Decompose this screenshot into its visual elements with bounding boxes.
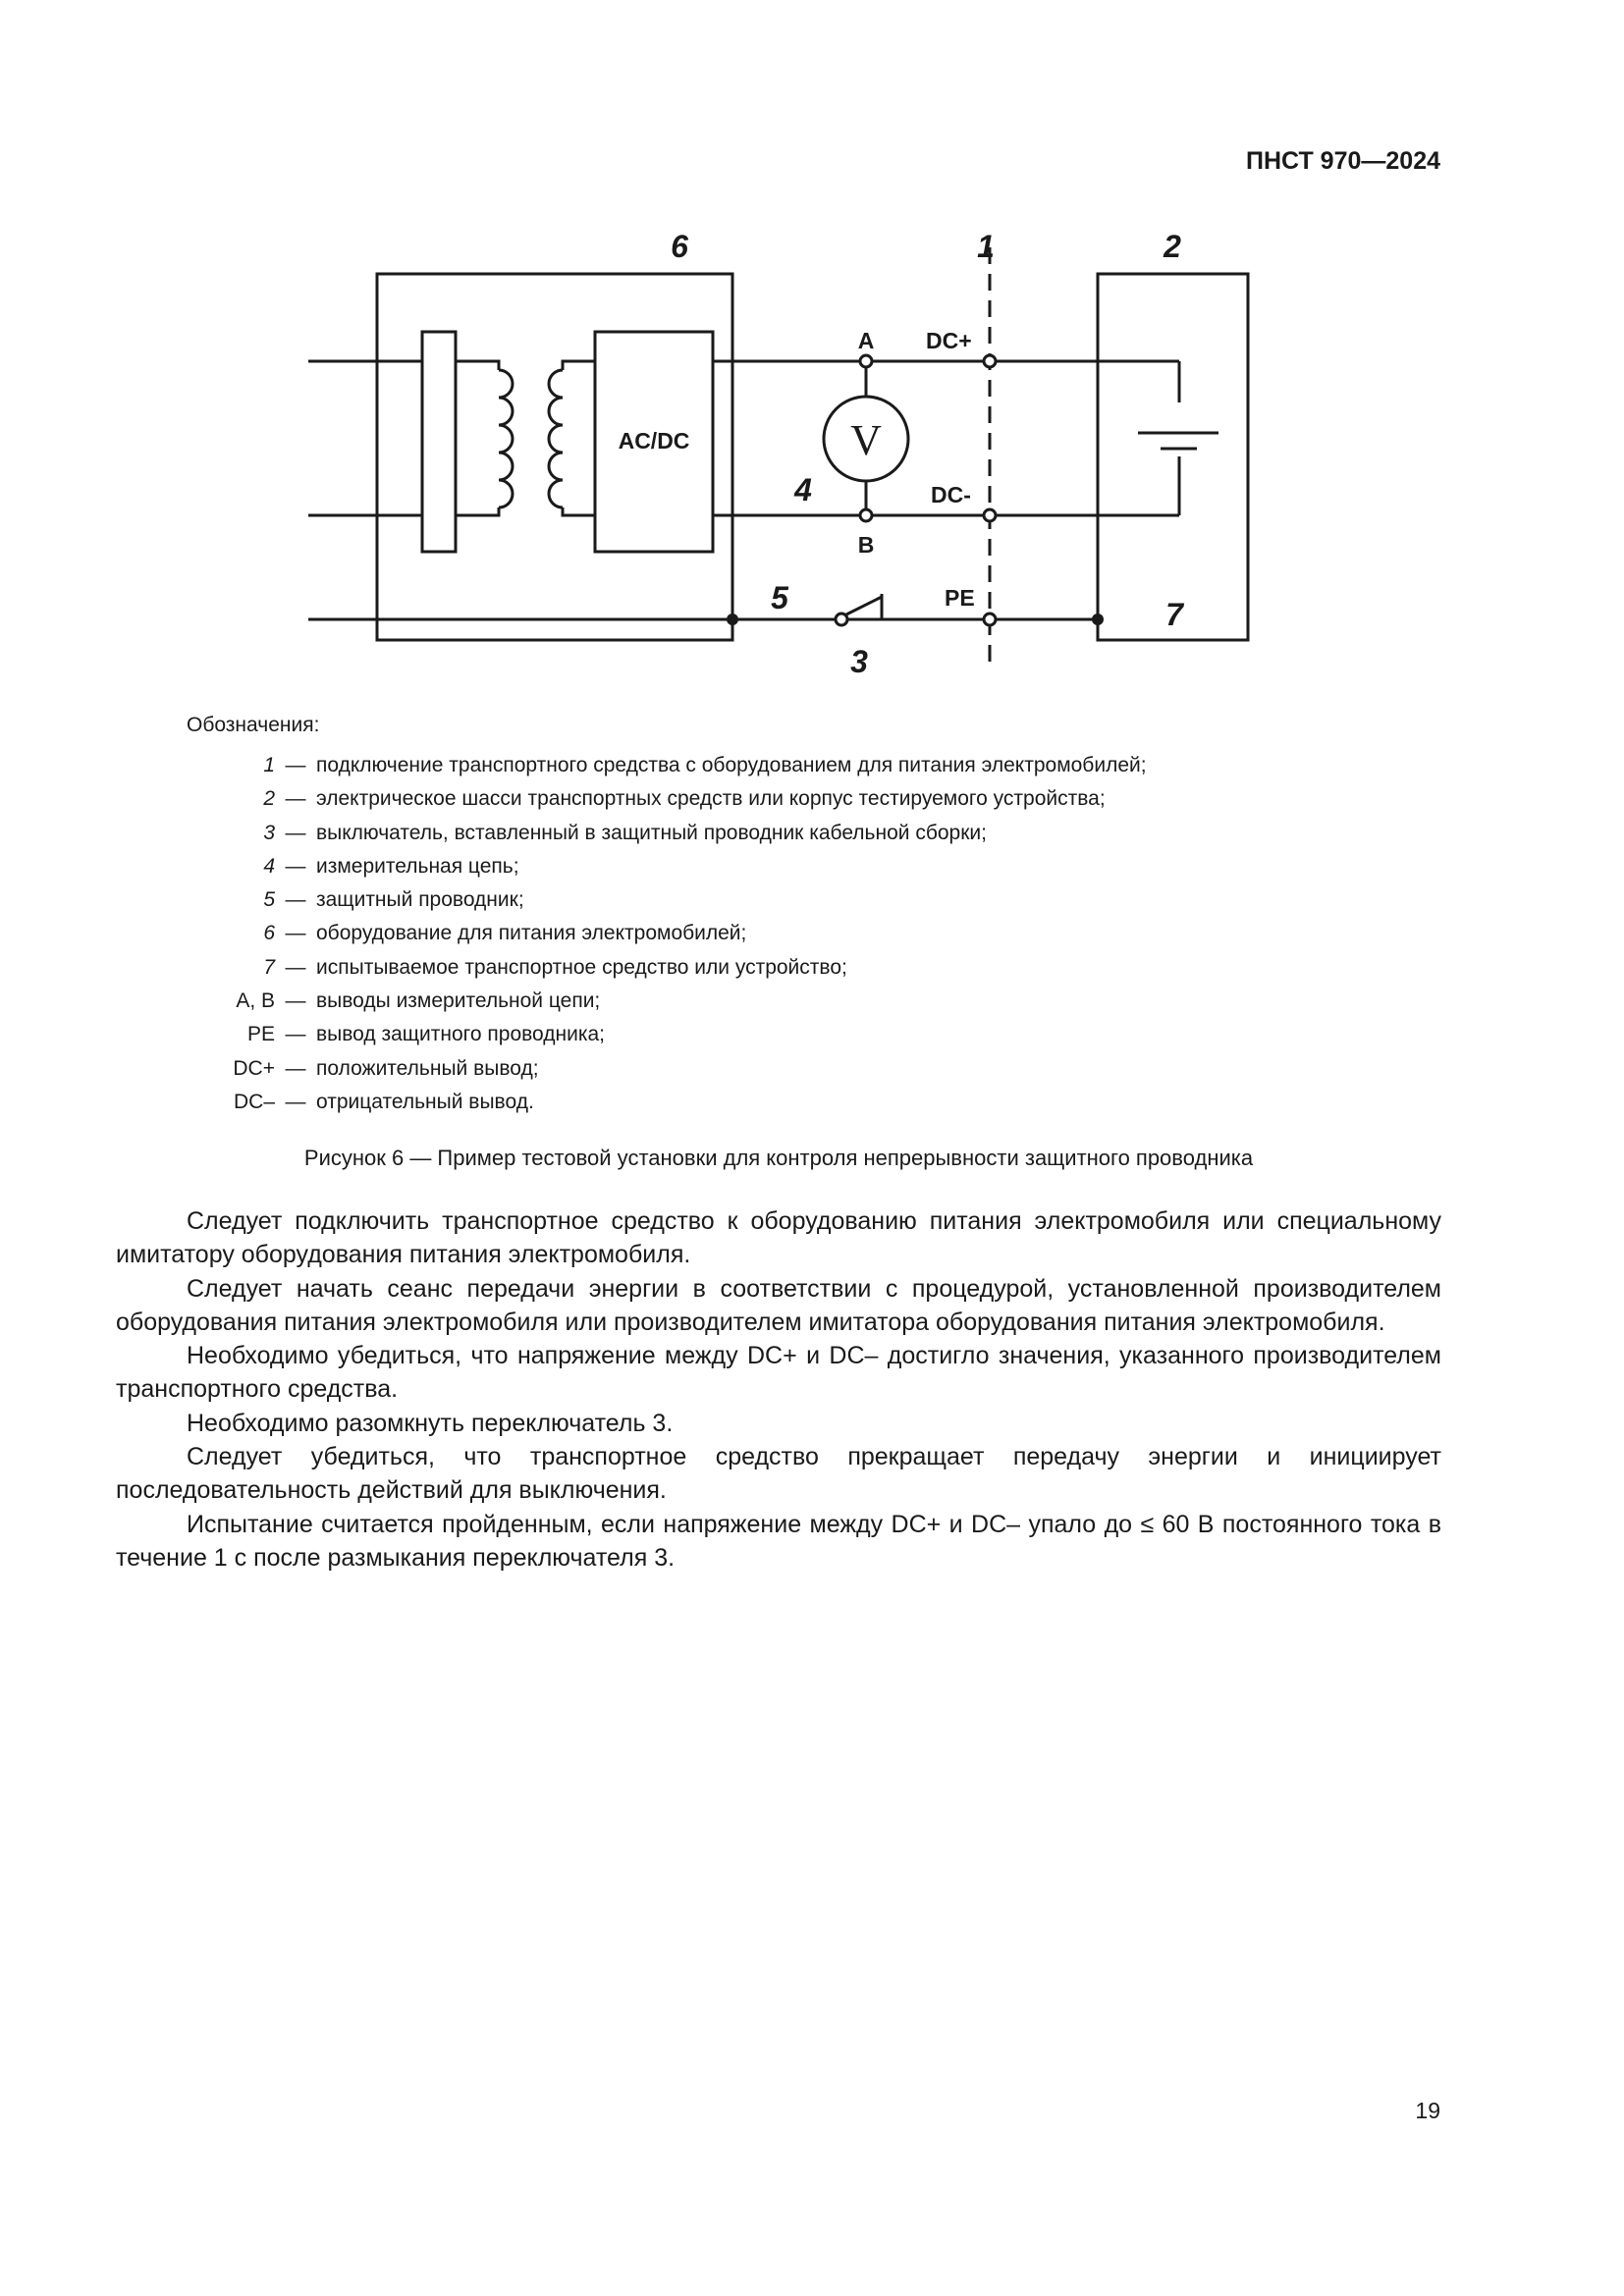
label-pe: PE — [945, 585, 975, 611]
paragraph: Необходимо убедиться, что напряжение между DC+ и DC– достигло значения, указанного производителем транспортного средства. — [116, 1342, 1441, 1404]
legend-text: электрическое шасси транспортных средств или корпус тестируемого устройства; — [316, 787, 1106, 811]
legend-item: А, В — выводы измерительной цепи; — [157, 985, 1147, 1018]
legend-key: 1 — [263, 754, 275, 776]
paragraph: Следует убедиться, что транспортное средство прекращает передачу энергии и инициирует последовательность действий для выключения. — [116, 1443, 1441, 1505]
legend-text: отрицательный вывод. — [316, 1090, 534, 1113]
page-number: 19 — [1415, 2098, 1440, 2123]
transformer-primary-coil — [499, 370, 513, 507]
legend-key: 6 — [263, 922, 275, 945]
legend-item: РЕ — вывод защитного проводника; — [157, 1018, 1147, 1051]
document-code: ПНСТ 970—2024 — [1246, 147, 1440, 175]
label-4: 4 — [794, 472, 812, 507]
terminal-dc-plus — [984, 355, 996, 367]
legend-text: защитный проводник; — [316, 888, 524, 912]
junction-dot-supply — [727, 614, 738, 625]
legend-key: DC– — [233, 1090, 275, 1113]
legend-key: 7 — [263, 955, 275, 979]
legend-item: 1 — подключение транспортного средства с оборудованием для питания электромобилей; — [157, 749, 1147, 782]
legend-item: 5 — защитный проводник; — [157, 883, 1147, 917]
legend-item: 7 — испытываемое транспортное средство или устройство; — [157, 951, 1147, 985]
legend-item: 4 — измерительная цепь; — [157, 850, 1147, 883]
filter-block — [422, 332, 456, 552]
legend-text: выводы измерительной цепи; — [316, 989, 601, 1013]
legend-item: DC– — отрицательный вывод. — [157, 1086, 1147, 1119]
label-dc-plus: DC+ — [926, 328, 972, 353]
junction-dot-chassis — [1092, 614, 1104, 625]
legend-text: выключатель, вставленный в защитный проводник кабельной сборки; — [316, 821, 987, 844]
legend-text: подключение транспортного средства с оборудованием для питания электромобилей; — [316, 754, 1147, 776]
label-3: 3 — [850, 644, 868, 679]
legend-item: 3 — выключатель, вставленный в защитный проводник кабельной сборки; — [157, 817, 1147, 850]
transformer-secondary-coil — [549, 370, 563, 507]
switch-contact — [836, 614, 847, 625]
terminal-pe — [984, 614, 996, 625]
legend-text: оборудование для питания электромобилей; — [316, 922, 747, 945]
legend — [157, 749, 1147, 1119]
legend-key: 4 — [263, 854, 275, 878]
paragraph: Необходимо разомкнуть переключатель 3. — [187, 1409, 674, 1437]
label-1: 1 — [977, 229, 995, 264]
label-6: 6 — [671, 229, 688, 264]
legend-text: измерительная цепь; — [316, 854, 519, 878]
circuit-diagram — [0, 0, 1624, 707]
label-b: B — [857, 532, 875, 558]
legend-key: А, В — [236, 989, 275, 1013]
supply-equipment-box — [377, 274, 732, 640]
legend-key: DC+ — [233, 1056, 275, 1080]
terminal-b — [860, 509, 872, 521]
legend-key: РЕ — [246, 1023, 275, 1046]
legend-item: 2 — электрическое шасси транспортных средств или корпус тестируемого устройства; — [157, 782, 1147, 816]
label-5: 5 — [771, 580, 788, 615]
legend-text: испытываемое транспортное средство или устройство; — [316, 955, 847, 979]
switch-blade — [846, 597, 882, 614]
vehicle-chassis-box — [1098, 274, 1248, 640]
label-2: 2 — [1164, 229, 1181, 264]
body-text — [116, 1204, 1441, 1575]
legend-text: вывод защитного проводника; — [316, 1023, 606, 1046]
paragraph: Испытание считается пройденным, если напряжение между DC+ и DC– упало до ≤ 60 В постоянного тока в течение 1 с после размыкания переключателя 3. — [116, 1510, 1441, 1572]
paragraph: Следует подключить транспортное средство к оборудованию питания электромобиля или специальному имитатору оборудования питания электромобиля. — [116, 1207, 1441, 1269]
terminal-dc-minus — [984, 509, 996, 521]
label-dc-minus: DC- — [931, 482, 971, 507]
label-voltmeter: V — [850, 416, 882, 464]
label-7: 7 — [1165, 597, 1183, 632]
legend-key: 2 — [263, 787, 275, 811]
legend-key: 5 — [263, 888, 275, 912]
legend-text: положительный вывод; — [316, 1056, 539, 1080]
legend-item: 6 — оборудование для питания электромобилей; — [157, 917, 1147, 950]
legend-key: 3 — [263, 821, 275, 844]
figure-caption: Рисунок 6 — Пример тестовой установки для контроля непрерывности защитного проводника — [303, 1146, 1254, 1170]
paragraph: Следует начать сеанс передачи энергии в соответствии с процедурой, установленной производителем оборудования питания электромобиля или производителем имитатора оборудования питания электромобиля. — [116, 1274, 1441, 1336]
terminal-a — [860, 355, 872, 367]
legend-title: Обозначения: — [187, 714, 320, 736]
legend-item: DC+ — положительный вывод; — [157, 1052, 1147, 1086]
label-a: A — [857, 328, 875, 353]
label-ac-dc: AC/DC — [618, 428, 690, 454]
